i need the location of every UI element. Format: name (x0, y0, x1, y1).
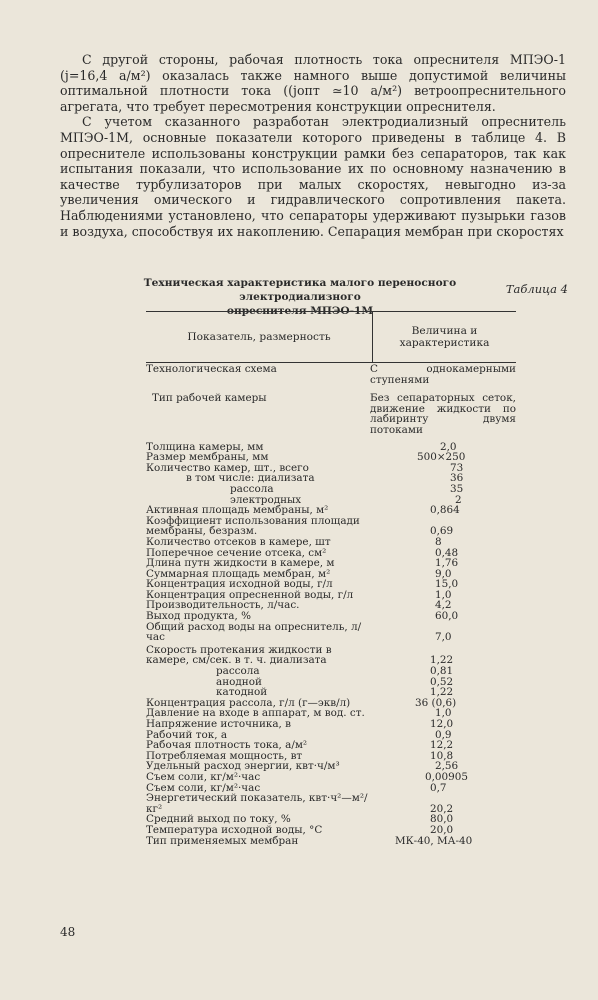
row-value: 0,9 (435, 728, 452, 741)
row-value: 20,0 (430, 823, 454, 836)
row-indicator: Общий расход воды на опреснитель, л/час (146, 620, 362, 644)
page-number: 48 (60, 925, 76, 939)
row-value: 2 (455, 493, 462, 506)
row-value: 12,0 (430, 718, 454, 730)
row-value: 36 (450, 472, 464, 485)
row-value: 0,00905 (425, 770, 468, 783)
row-value: Без сепараторных сеток, движение жидкости по лабиринту двумя потоками (370, 392, 516, 436)
table-row (146, 666, 516, 677)
row-value: 36 (0,6) (415, 696, 457, 709)
table-row (146, 645, 516, 666)
table-row (146, 793, 516, 814)
table-body (146, 364, 516, 846)
row-indicator: Концентрация исходной воды, г/л (146, 578, 333, 591)
row-value: МК-40, МА-40 (395, 834, 473, 847)
row-indicator: Размер мембраны, мм (146, 451, 269, 464)
row-value: 15,0 (435, 578, 459, 591)
table-label: Таблица 4 (505, 282, 568, 296)
paragraph-1: С другой стороны, рабочая плотность тока опреснителя МПЭО-1 (j=16,4 а/м²) оказалась также намного выше допустимой величины оптимальной плотности тока ((jопт ≃10 а/м²) ветроопреснительного агрегата, что требует пересмотрения конструкции опреснителя. (60, 52, 566, 114)
row-value: 0,69 (430, 525, 454, 538)
row-value: 2,0 (440, 440, 457, 453)
row-value: 0,52 (430, 675, 454, 688)
table-row (146, 772, 516, 783)
row-indicator: Съем соли, кг/м²·час (146, 770, 261, 783)
table-row (146, 719, 516, 730)
row-value: 73 (450, 461, 464, 474)
row-value: 2,56 (435, 760, 459, 773)
table-row (146, 677, 516, 688)
row-indicator: Съем соли, кг/м²·час (146, 781, 261, 794)
row-indicator: Рабочий ток, а (146, 728, 228, 741)
row-indicator: Тип применяемых мембран (146, 834, 299, 847)
row-indicator: Технологическая схема (146, 363, 277, 375)
row-indicator: в том числе: диализата (186, 472, 315, 485)
row-indicator: Толщина камеры, мм (146, 440, 264, 453)
row-value: 0,48 (435, 546, 459, 559)
row-indicator: Давление на входе в аппарат, м вод. ст. (146, 707, 365, 720)
paragraph-2: С учетом сказанного разработан электродиализный опреснитель МПЭО-1М, основные показатели которого приведены в таблице 4. В опреснителе использованы конструкции рамки без сепараторов, так как испытания показали, что использование их по основному назначению в качестве турбулизаторов при малых скоростях, невыгодно из-за увеличения омического и гидравлического сопротивления пакета. Наблюдениями установлено, что сепараторы удерживают пузырьки газов и воздуха, способствуя их накоплению. Сепарация мембран при скоростях (60, 114, 566, 239)
table-row (146, 484, 516, 495)
row-value: 1,22 (430, 686, 454, 699)
row-value: 7,0 (435, 631, 452, 644)
body-text (60, 52, 566, 239)
row-value: 35 (450, 482, 464, 495)
row-value: 1,76 (435, 557, 459, 570)
table-row (146, 516, 516, 537)
row-value: 0,864 (430, 504, 460, 517)
row-indicator: Коэффициент использования площади мембраны, безразм. (146, 514, 360, 538)
row-indicator: Длина путн жидкости в камере, м (146, 557, 335, 570)
row-value: 60,0 (435, 610, 459, 623)
row-indicator: Количество камер, шт., всего (146, 461, 309, 474)
row-indicator: Рабочая плотность тока, а/м² (146, 739, 308, 752)
row-value: 12,2 (430, 739, 454, 752)
row-value: 0,7 (430, 781, 447, 794)
row-indicator: Концентрация опресненной воды, г/л (146, 588, 354, 601)
row-indicator: Количество отсеков в камере, шт (146, 535, 331, 548)
row-value: 20,2 (430, 802, 454, 815)
table-title-line-1: Техническая характеристика малого переносного электродиализного (143, 277, 457, 303)
row-value: 8 (435, 535, 442, 548)
table-row (146, 622, 516, 643)
row-indicator: Напряжение источника, в (146, 718, 292, 730)
table-header-indicator: Показатель, размерность (146, 312, 373, 362)
row-value: 10,8 (430, 749, 454, 762)
row-indicator: Энергетический показатель, квт·ч²—м²/кг² (146, 792, 368, 815)
table-row (146, 364, 516, 385)
row-indicator: катодной (216, 686, 268, 699)
table-row (146, 393, 516, 435)
row-indicator: электродных (230, 493, 302, 506)
row-value: 9,0 (435, 567, 452, 580)
row-value: 1,0 (435, 707, 452, 720)
row-indicator: Средний выход по току, % (146, 813, 291, 826)
row-value: 1,22 (430, 654, 454, 667)
row-value: 80,0 (430, 813, 454, 826)
row-indicator: Потребляемая мощность, вт (146, 749, 303, 762)
row-indicator: Выход продукта, % (146, 610, 251, 623)
table-title-line-2: опреснителя МПЭО-1М (226, 305, 374, 317)
row-indicator: Производительность, л/час. (146, 599, 300, 612)
row-value: С однокамерными ступенями (370, 363, 516, 386)
row-indicator: Тип рабочей камеры (152, 392, 267, 405)
table-row (146, 537, 516, 548)
row-indicator: рассола (230, 482, 274, 495)
table-row (146, 825, 516, 836)
row-indicator: Суммарная площадь мембран, м² (146, 567, 331, 580)
row-indicator: Концентрация рассола, г/л (г—экв/л) (146, 696, 351, 709)
row-value: 500×250 (417, 451, 466, 464)
row-value: 4,2 (435, 599, 452, 612)
table-header-value: Величина и характеристика (399, 325, 490, 349)
row-indicator: Температура исходной воды, °С (146, 823, 323, 836)
row-indicator: рассола (216, 665, 260, 678)
row-indicator: Удельный расход энергии, квт·ч/м³ (146, 760, 340, 773)
row-indicator: Поперечное сечение отсека, см² (146, 546, 327, 559)
row-indicator: Активная площадь мембраны, м² (146, 504, 329, 517)
row-value: 1,0 (435, 588, 452, 601)
table-header (146, 311, 516, 363)
row-indicator: анодной (216, 675, 262, 688)
row-value: 0,81 (430, 665, 454, 678)
row-indicator: Скорость протекания жидкости в камере, см/сек. в т. ч. диализата (146, 643, 332, 667)
table-row (146, 836, 516, 847)
